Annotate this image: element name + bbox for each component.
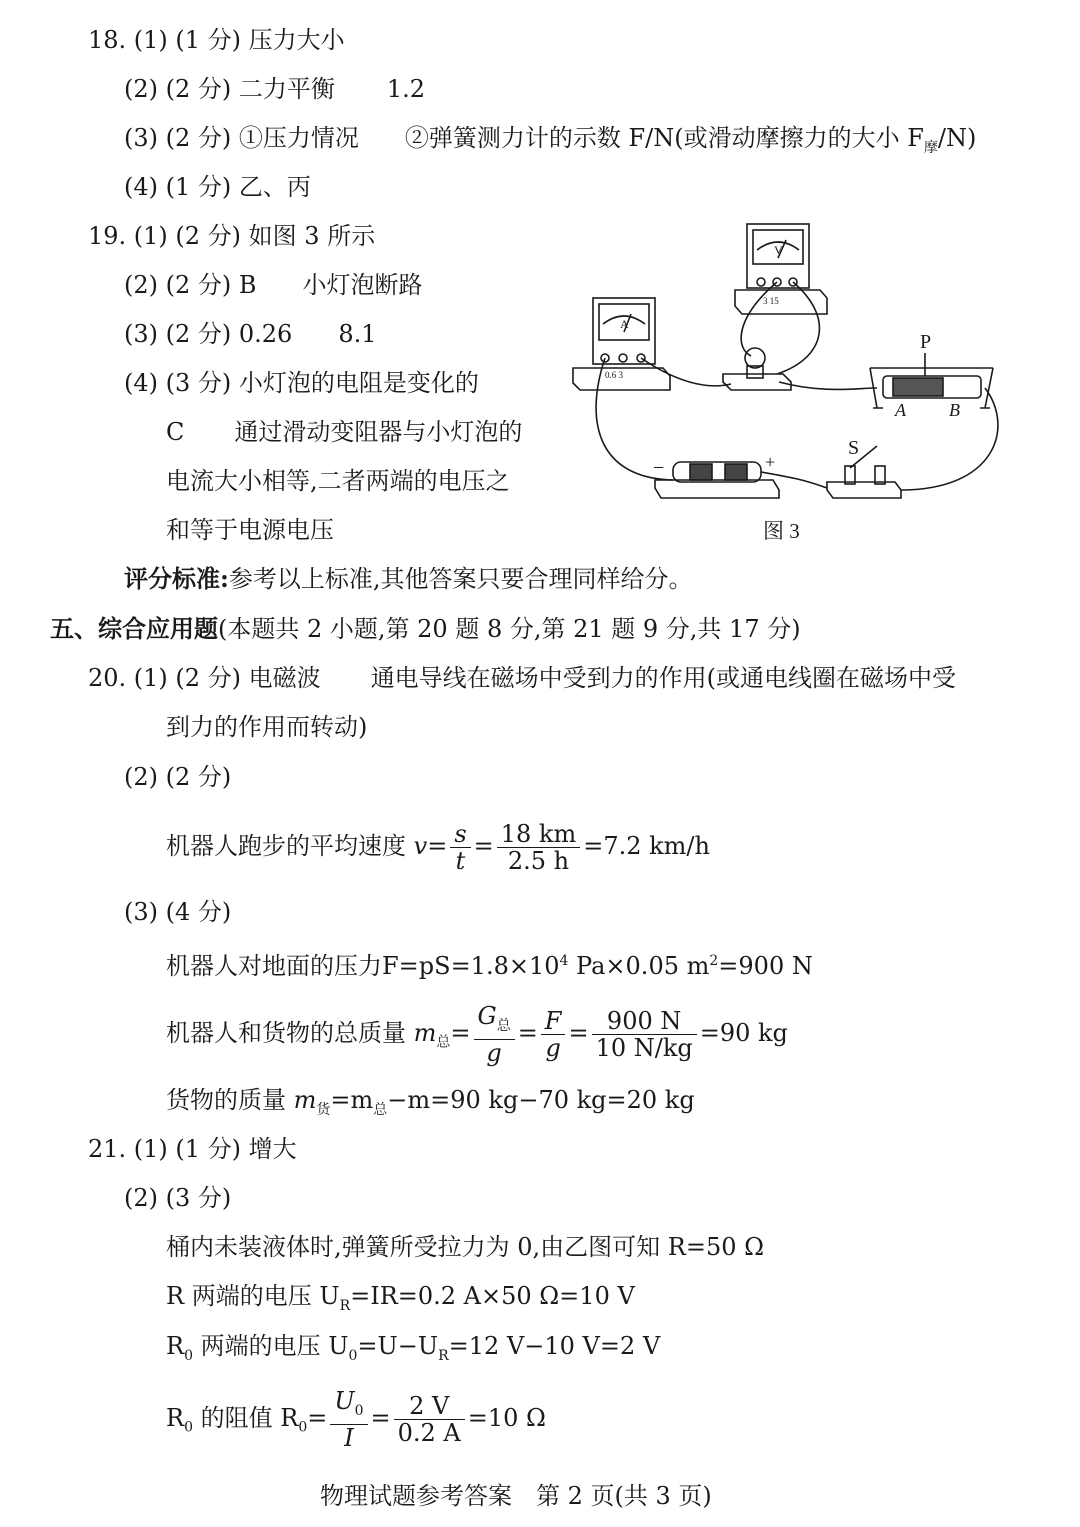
label-B: B [949,400,960,420]
label-A: A [895,400,906,420]
q19-line2 [124,269,423,301]
q19-l3b: 8.1 [338,320,377,348]
q21-line4: R 两端的电压 $U_R=IR=0.2$ A×50 Ω=10 V [166,1282,635,1314]
ammeter-symbol: A [620,317,629,331]
mass-fraction-2: $\frac{F}{g}$ [541,1008,566,1061]
q19-l3a: (3) (2 分) 0.26 [124,320,293,348]
section5-heading [50,613,801,645]
label-S: S [848,437,860,459]
speed-var: v [413,832,428,860]
section5-title: 五、综合应用题 [50,614,218,643]
q18-l3sub: 摩 [923,139,938,156]
mass-fraction-1: $\frac{G_总}{g}$ [474,1003,515,1066]
cargo-text: 货物的质量 [166,1086,286,1114]
q19-l5a: C [166,418,185,446]
q20-l1a: 20. (1) (2 分) 电磁波 [88,664,321,692]
q18-line3 [124,122,976,164]
resistance-fraction-2: $\frac{2 V}{0.2 A}$ [394,1393,465,1446]
mass-fraction-3: $\frac{900 N}{10 N/kg}$ [592,1008,697,1061]
scoring-text: 参考以上标准,其他答案只要合理同样给分。 [228,565,693,593]
q19-l5b: 通过滑动变阻器与小灯泡的 [234,418,523,446]
section5-detail: (本题共 2 小题,第 20 题 8 分,第 21 题 9 分,共 17 分) [218,615,801,643]
rheostat-icon [870,353,993,408]
q20-pressure-line: 机器人对地面的压力$F=pS=1.8\times 10^4$ Pa×0.05 $m^2=900$ N [166,952,813,980]
q19-line4: (4) (3 分) 小灯泡的电阻是变化的 [124,369,479,397]
q20-speed-line: 机器人跑步的平均速度 v= $\frac{s}{t}$ = $\frac{18 km}{2.5 h}$ =7.2 km/h [166,820,710,875]
page-footer: 物理试题参考答案 第 2 页(共 3 页) [320,1482,712,1510]
q19-line1: 19. (1) (2 分) 如图 3 所示 [88,222,376,250]
q21-line1: 21. (1) (1 分) 增大 [88,1135,297,1163]
voltmeter-symbol: V [774,243,783,257]
ammeter-terminals: 0.6 3 [605,370,623,380]
pressure-formula: F=pS=1.8×10 [382,952,560,980]
q19-l2b: 小灯泡断路 [302,271,423,299]
circuit-figure [565,218,1010,548]
mass-text: 机器人和货物的总质量 [166,1018,406,1047]
resistance-fraction-1: $\frac{U_0}{I}$ [330,1388,367,1451]
q18-l2a: (2) (2 分) 二力平衡 [124,75,335,103]
q18-l3a: (3) (2 分) ①压力情况 [124,124,359,152]
q20-line2: 到力的作用而转动) [166,713,368,741]
q20-line3: (2) (2 分) [124,763,232,791]
voltmeter-terminals: 3 15 [763,296,779,306]
speed-result: =7.2 km/h [583,832,710,860]
battery-plus: + [765,452,776,472]
figure-caption: 图 3 [763,519,800,543]
q18-l2b: 1.2 [386,75,426,103]
q18-line2 [124,73,425,105]
switch-icon [827,446,901,498]
pressure-text: 机器人对地面的压力 [166,952,382,980]
speed-text: 机器人跑步的平均速度 [166,832,406,860]
speed-fraction-2: $\frac{18 km}{2.5 h}$ [497,821,580,874]
battery-icon [655,462,779,498]
q19-l2a: (2) (2 分) B [124,271,257,299]
q21-line3: 桶内未装液体时,弹簧所受拉力为 0,由乙图可知 R=50 Ω [166,1233,765,1261]
scoring-label: 评分标准: [124,564,229,593]
voltmeter-icon [735,224,827,314]
q18-l3c: /N) [937,124,977,152]
q21-line6: $R_0$ 的阻值 $R_0=$ $\frac{U_0}{I}$ = $\frac{2 V}{0.2 A}$ =10 Ω [166,1387,546,1452]
lamp-icon [723,348,791,390]
q20-line1 [88,662,956,694]
q20-cargo-line: 货物的质量 $m_货=m_总-m=90$ kg−70 kg=20 kg [166,1086,695,1118]
q18-line4: (4) (1 分) 乙、丙 [124,173,311,201]
q20-l1b: 通电导线在磁场中受到力的作用(或通电线圈在磁场中受 [370,664,957,692]
q18-l3b: ②弹簧测力计的示数 F/N(或滑动摩擦力的大小 F [404,124,924,152]
q19-line6: 电流大小相等,二者两端的电压之 [166,467,510,495]
q19-line5 [166,416,522,448]
speed-fraction-1: $\frac{s}{t}$ [450,821,470,874]
q21-line2: (2) (3 分) [124,1184,232,1212]
q20-line5: (3) (4 分) [124,898,232,926]
q20-mass-line: 机器人和货物的总质量 $m_总=$ $\frac{G_总}{g}$ = $\frac{F}{g}$ = $\frac{900 N}{10 N/kg}$ =90 kg [166,1002,788,1067]
q19-line7: 和等于电源电压 [166,516,334,544]
q19-line3 [124,318,377,350]
q18-line1: 18. (1) (1 分) 压力大小 [88,26,345,54]
q21-line5: $R_0$ 两端的电压 $U_0=U-U_R=12$ V−10 V=2 V [166,1332,661,1364]
scoring-line [124,563,693,595]
label-P: P [920,331,932,353]
battery-minus: − [653,457,665,479]
